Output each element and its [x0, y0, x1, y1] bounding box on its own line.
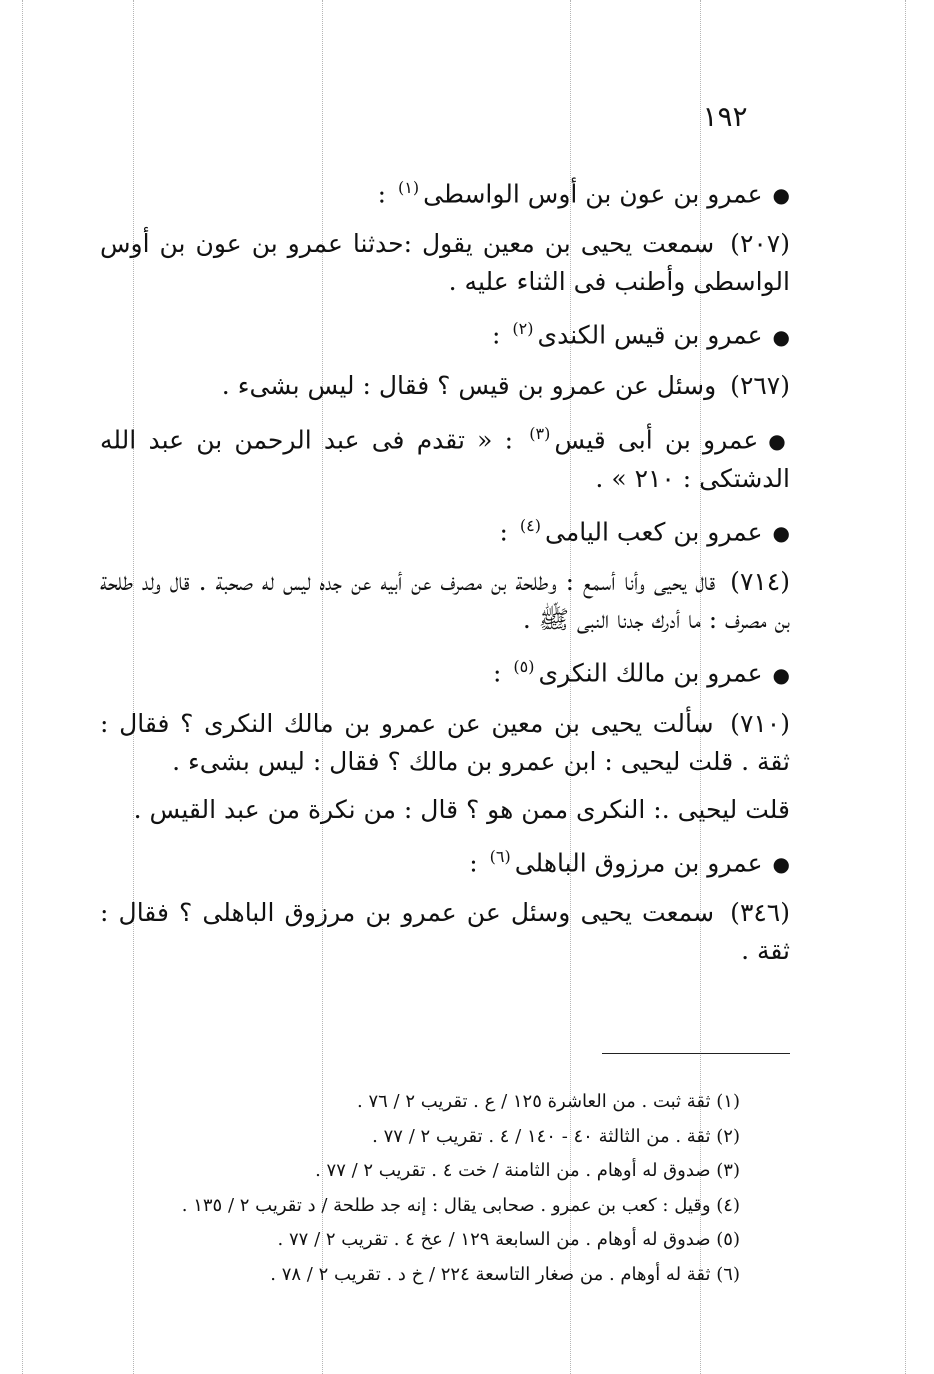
dotted-guide-line: [905, 0, 906, 1374]
footnote-marker: (٦): [489, 846, 511, 866]
narrator-name: عمرو بن مرزوق الباهلى: [514, 847, 763, 877]
report-text: قال يحيى وأنا أسمع : وطلحة بن مصرف عن أبيه عن جده ليس له صحبة . قال ولد طلحة بن مصرف : ما أدرك جدنا النبى ﷺ .: [100, 567, 790, 635]
report-number: (٧١٠): [730, 708, 790, 738]
report-paragraph: [100, 894, 790, 970]
report-text: وسئل عن عمرو بن قيس ؟ فقال : ليس بشىء .: [221, 370, 717, 400]
report-text: قلت ليحيى .: النكرى ممن هو ؟ قال : من نكرة من عبد القيس .: [133, 794, 790, 824]
footnote: (٢) ثقة . من الثالثة ٤٠ - ١٤٠ / ٤ . تقريب ٢ / ٧٧ .: [372, 1125, 740, 1147]
entry-heading: [100, 415, 790, 498]
report-text: سألت يحيى بن معين عن عمرو بن مالك النكرى ؟ فقال : ثقة . قلت ليحيى : ابن عمرو بن مالك ؟ فقال : ليس بشىء .: [100, 708, 790, 776]
report-paragraph: [100, 705, 790, 781]
page-number: ١٩٢: [702, 100, 748, 133]
cross-reference: : « تقدم فى عبد الرحمن بن عبد الله الدشتكى : ٢١٠ » .: [100, 424, 790, 493]
entry-heading: ●عمرو بن عون بن أوس الواسطى$^{(١)}$ :: [377, 178, 790, 209]
entry-heading: ●عمرو بن مالك النكرى$^{(٥)}$ :: [493, 657, 790, 688]
dotted-guide-line: [22, 0, 23, 1374]
footnote: (١) ثقة ثبت . من العاشرة ١٢٥ / ع . تقريب ٢ / ٧٦ .: [357, 1091, 740, 1112]
report-number: (٢٦٧): [730, 370, 790, 400]
narrator-name: عمرو بن مالك النكرى: [538, 658, 763, 688]
narrator-name: عمرو بن أبى قيس: [554, 424, 759, 454]
footnote-separator: [602, 1053, 790, 1054]
main-text: [100, 160, 790, 976]
footnotes: [100, 1085, 740, 1292]
bullet-icon: ●: [772, 183, 790, 208]
narrator-name: عمرو بن عون بن أوس الواسطى: [423, 179, 763, 209]
report-number: (٢٠٧): [730, 229, 790, 259]
footnote-marker: (٣): [529, 423, 551, 443]
narrator-name: عمرو بن قيس الكندى: [537, 320, 763, 350]
entry-heading: ●عمرو بن قيس الكندى$^{(٢)}$ :: [492, 319, 790, 350]
footnote: (٣) صدوق له أوهام . من الثامنة / خت ٤ . تقريب ٢ / ٧٧ .: [315, 1160, 740, 1181]
footnote: (٦) ثقة له أوهام . من صغار التاسعة ٢٢٤ / خ د . تقريب ٢ / ٧٨ .: [270, 1263, 740, 1285]
report-number: (٧١٤): [730, 567, 790, 597]
report-number: (٣٤٦): [730, 897, 790, 927]
entry-heading: ●عمرو بن مرزوق الباهلى$^{(٦)}$ :: [469, 846, 790, 877]
entry-heading: ●عمرو بن كعب اليامى$^{(٤)}$ :: [499, 515, 790, 547]
footnote-marker: (٤): [519, 515, 542, 535]
footnote-marker: (٢): [512, 319, 534, 339]
footnote-marker: (٥): [513, 657, 535, 677]
bullet-icon: ●: [772, 662, 790, 687]
bullet-icon: ●: [768, 428, 790, 453]
footnote: (٤) وقيل : كعب بن عمرو . صحابى يقال : إنه جد طلحة / د تقريب ٢ / ١٣٥ .: [181, 1194, 740, 1216]
report-paragraph: [100, 563, 790, 639]
report-paragraph: [100, 225, 790, 301]
footnote: (٥) صدوق له أوهام . من السابعة ١٢٩ / عخ ٤ . تقريب ٢ / ٧٧ .: [277, 1229, 740, 1250]
report-paragraph: [100, 791, 790, 829]
bullet-icon: ●: [772, 324, 790, 349]
narrator-name: عمرو بن كعب اليامى: [545, 517, 763, 547]
report-text: سمعت يحيى بن معين يقول :حدثنا عمرو بن عون بن أوس الواسطى وأطنب فى الثناء عليه .: [100, 229, 790, 297]
report-paragraph: [100, 367, 790, 405]
bullet-icon: ●: [772, 851, 790, 876]
bullet-icon: ●: [772, 521, 790, 546]
footnote-marker: (١): [398, 178, 420, 197]
report-text: سمعت يحيى وسئل عن عمرو بن مرزوق الباهلى ؟ فقال : ثقة .: [100, 897, 790, 965]
